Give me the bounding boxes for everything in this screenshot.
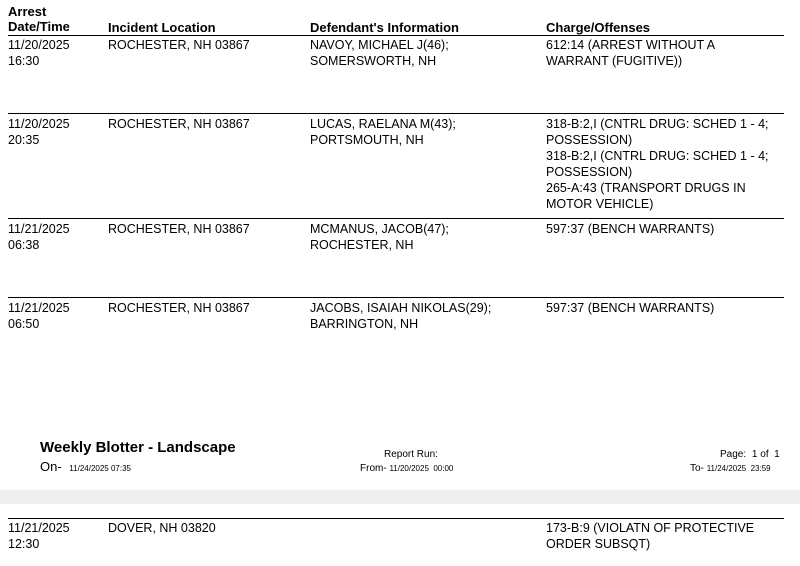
row-divider	[8, 297, 784, 298]
record-location: ROCHESTER, NH 03867	[108, 117, 250, 131]
on-label: On-	[40, 459, 62, 474]
row-divider	[8, 518, 784, 519]
record-charges: 597:37 (BENCH WARRANTS)	[546, 301, 715, 315]
record-location: ROCHESTER, NH 03867	[108, 301, 250, 315]
record-location: DOVER, NH 03820	[108, 521, 216, 535]
report-run-label: Report Run:	[384, 449, 438, 460]
page-value: 1 of 1	[751, 449, 780, 460]
from-value: 11/20/2025 00:00	[389, 464, 454, 473]
record-defendant: LUCAS, RAELANA M(43); PORTSMOUTH, NH	[310, 117, 456, 147]
header-defendant-info: Defendant's Information	[310, 20, 459, 35]
record-datetime: 11/21/2025 06:50	[8, 301, 70, 331]
record-datetime: 11/20/2025 16:30	[8, 38, 70, 68]
record-defendant: NAVOY, MICHAEL J(46); SOMERSWORTH, NH	[310, 38, 449, 68]
record-charges: 318-B:2,I (CNTRL DRUG: SCHED 1 - 4; POSSESSION) 318-B:2,I (CNTRL DRUG: SCHED 1 - 4; POSSESSION) 265-A:43 (TRANSPORT DRUGS IN MOTOR VEHICLE)	[546, 117, 769, 211]
record-datetime: 11/21/2025 12:30	[8, 521, 70, 551]
record-datetime: 11/20/2025 20:35	[8, 117, 70, 147]
header-arrest-line1: Arrest	[8, 4, 47, 19]
on-value: 11/24/2025 07:35	[69, 464, 131, 473]
record-defendant: JACOBS, ISAIAH NIKOLAS(29); BARRINGTON, NH	[310, 301, 492, 331]
to-value: 11/24/2025 23:59	[706, 464, 771, 473]
run-on	[40, 459, 131, 474]
record-charges: 612:14 (ARREST WITHOUT A WARRANT (FUGITIVE))	[546, 38, 716, 68]
header-incident-location: Incident Location	[108, 20, 216, 35]
to-range	[690, 463, 771, 474]
to-label: To-	[690, 463, 704, 474]
record-defendant: MCMANUS, JACOB(47); ROCHESTER, NH	[310, 222, 449, 252]
row-divider	[8, 218, 784, 219]
record-datetime: 11/21/2025 06:38	[8, 222, 70, 252]
header-arrest-datetime	[8, 4, 70, 34]
record-location: ROCHESTER, NH 03867	[108, 222, 250, 236]
report-title: Weekly Blotter - Landscape	[40, 439, 236, 456]
page-break	[0, 490, 800, 504]
record-charges: 597:37 (BENCH WARRANTS)	[546, 222, 715, 236]
row-divider	[8, 113, 784, 114]
record-charges: 173-B:9 (VIOLATN OF PROTECTIVE ORDER SUBSQT)	[546, 521, 755, 551]
page-info	[720, 449, 780, 460]
from-range	[360, 463, 453, 474]
header-charges: Charge/Offenses	[546, 20, 651, 35]
header-arrest-line2: Date/Time	[8, 19, 70, 34]
record-location: ROCHESTER, NH 03867	[108, 38, 250, 52]
page-label: Page:	[720, 449, 747, 460]
from-label: From-	[360, 463, 387, 474]
row-divider	[8, 35, 784, 36]
